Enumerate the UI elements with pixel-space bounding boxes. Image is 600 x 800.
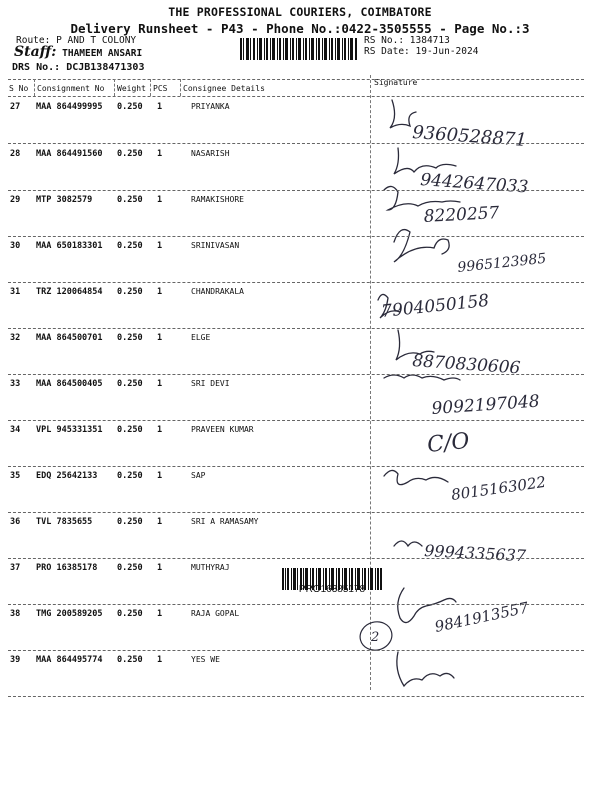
row-weight: 0.250 (117, 102, 143, 112)
row-pcs: 1 (157, 379, 163, 389)
row-pcs: 1 (157, 425, 163, 435)
handwritten-phone: 9360528871 (411, 122, 528, 151)
row-consignment: EDQ 25642133 (36, 471, 98, 481)
drs-label: DRS No.: (12, 62, 61, 73)
signature-column-divider (370, 75, 371, 690)
row-separator (8, 558, 584, 559)
row-weight: 0.250 (117, 287, 143, 297)
row-pcs: 1 (157, 655, 163, 665)
rs-number-line (364, 35, 450, 46)
signature-scribble (390, 100, 416, 128)
row-weight: 0.250 (117, 655, 143, 665)
row-consignee: CHANDRAKALA (191, 287, 244, 296)
handwritten-phone: 9994335637 (423, 541, 527, 566)
drs-value: DCJB138471303 (66, 62, 145, 73)
runsheet-subtitle: Delivery Runsheet - P43 - Phone No.:0422-3505555 - Page No.:3 (70, 21, 530, 36)
row-separator (8, 190, 584, 191)
staff-label: Staff: (14, 44, 57, 60)
row-sno: 35 (10, 471, 21, 481)
row-consignment: MTP 3082579 (36, 195, 93, 205)
consignment-barcode-text: PRO16385178 (298, 584, 366, 595)
handwritten-phone: 8870830606 (411, 351, 521, 379)
row-weight: 0.250 (117, 241, 143, 251)
row-consignee: PRIYANKA (191, 102, 230, 111)
row-consignee: RAJA GOPAL (191, 609, 240, 618)
row-pcs: 1 (157, 241, 163, 251)
row-weight: 0.250 (117, 471, 143, 481)
header-sno: S No (9, 84, 29, 93)
row-sno: 34 (10, 425, 21, 435)
handwritten-phone: 9841913557 (433, 598, 531, 636)
row-weight: 0.250 (117, 609, 143, 619)
row-sno: 36 (10, 517, 21, 527)
row-pcs: 1 (157, 471, 163, 481)
row-weight: 0.250 (117, 333, 143, 343)
drs-line (12, 62, 144, 73)
table-top-rule (8, 79, 584, 80)
row-pcs: 1 (157, 333, 163, 343)
circled-mark-number: 2 (371, 630, 380, 645)
row-consignee: PRAVEEN KUMAR (191, 425, 254, 434)
row-consignee: SAP (191, 471, 206, 480)
rs-date-value: 19-Jun-2024 (415, 46, 479, 57)
header-consignment: Consignment No (37, 84, 105, 93)
runsheet-title: THE PROFESSIONAL COURIERS, COIMBATORE (168, 5, 432, 19)
row-consignment: MAA 864500701 (36, 333, 103, 343)
handwritten-phone: 8220257 (423, 203, 500, 227)
handwritten-phone: 8015163022 (450, 472, 548, 504)
header-pcs: PCS (153, 84, 168, 93)
row-consignment: TRZ 120064854 (36, 287, 103, 297)
rs-date-line (364, 46, 478, 57)
row-sno: 37 (10, 563, 21, 573)
signature-scribble (384, 470, 448, 484)
row-separator (8, 420, 584, 421)
row-consignee: YES WE (191, 655, 220, 664)
staff-line (14, 44, 142, 60)
row-sno: 28 (10, 149, 21, 159)
row-pcs: 1 (157, 195, 163, 205)
row-weight: 0.250 (117, 379, 143, 389)
row-consignee: MUTHYRAJ (191, 563, 230, 572)
signature-scribble (394, 541, 422, 546)
signature-scribble (394, 230, 449, 262)
header-consignee: Consignee Details (183, 84, 265, 93)
row-separator (8, 236, 584, 237)
row-consignment: MAA 864491560 (36, 149, 103, 159)
row-sno: 30 (10, 241, 21, 251)
row-separator (8, 696, 584, 697)
row-consignment: PRO 16385178 (36, 563, 98, 573)
signature-scribble (384, 375, 460, 380)
row-sno: 39 (10, 655, 21, 665)
row-pcs: 1 (157, 149, 163, 159)
row-consignee: RAMAKISHORE (191, 195, 244, 204)
row-separator (8, 374, 584, 375)
handwritten-phone: 7904050158 (380, 290, 491, 322)
circled-mark (357, 618, 395, 653)
row-weight: 0.250 (117, 149, 143, 159)
header-signature: Signature (374, 78, 418, 87)
route-value: P AND T COLONY (56, 35, 137, 46)
row-separator (8, 143, 584, 144)
signature-scribble (398, 588, 456, 623)
staff-value: THAMEEM ANSARI (62, 48, 143, 59)
row-consignment: MAA 864495774 (36, 655, 103, 665)
row-consignee: ELGE (191, 333, 211, 342)
row-consignment: MAA 864499995 (36, 102, 103, 112)
row-separator (8, 328, 584, 329)
row-sno: 33 (10, 379, 21, 389)
row-separator (8, 650, 584, 651)
runsheet-barcode (240, 38, 358, 60)
row-weight: 0.250 (117, 425, 143, 435)
signature-scribble (396, 330, 434, 360)
handwritten-note: C/O (426, 428, 471, 458)
rs-number-label: RS No.: (364, 35, 405, 46)
row-sno: 29 (10, 195, 21, 205)
row-pcs: 1 (157, 563, 163, 573)
row-consignment: MAA 864500405 (36, 379, 103, 389)
column-divider (34, 79, 35, 96)
row-pcs: 1 (157, 609, 163, 619)
row-separator (8, 282, 584, 283)
row-separator (8, 604, 584, 605)
row-sno: 27 (10, 102, 21, 112)
handwritten-phone: 9442647033 (419, 170, 529, 198)
row-pcs: 1 (157, 517, 163, 527)
row-weight: 0.250 (117, 563, 143, 573)
row-sno: 31 (10, 287, 21, 297)
row-pcs: 1 (157, 102, 163, 112)
handwritten-phone: 9092197048 (430, 391, 541, 419)
row-sno: 38 (10, 609, 21, 619)
route-label: Route: (16, 35, 51, 46)
header-weight: Weight (117, 84, 146, 93)
signature-scribble (397, 652, 454, 686)
row-consignment: MAA 650183301 (36, 241, 103, 251)
row-separator (8, 512, 584, 513)
row-consignee: SRI DEVI (191, 379, 230, 388)
column-divider (150, 79, 151, 96)
row-consignee: SRI A RAMASAMY (191, 517, 259, 526)
handwritten-phone: 9965123985 (456, 250, 548, 276)
row-consignment: TVL 7835655 (36, 517, 93, 527)
row-separator (8, 466, 584, 467)
row-sno: 32 (10, 333, 21, 343)
signature-scribble (378, 294, 400, 318)
column-divider (180, 79, 181, 96)
rs-number-value: 1384713 (409, 35, 450, 46)
row-consignment: VPL 945331351 (36, 425, 103, 435)
signature-scribble (394, 148, 456, 174)
column-divider (114, 79, 115, 96)
row-pcs: 1 (157, 287, 163, 297)
row-consignee: NASARISH (191, 149, 230, 158)
row-consignment: TMG 200589205 (36, 609, 103, 619)
row-consignee: SRINIVASAN (191, 241, 240, 250)
row-weight: 0.250 (117, 195, 143, 205)
table-header-rule (8, 96, 584, 97)
rs-date-label: RS Date: (364, 46, 410, 57)
row-weight: 0.250 (117, 517, 143, 527)
